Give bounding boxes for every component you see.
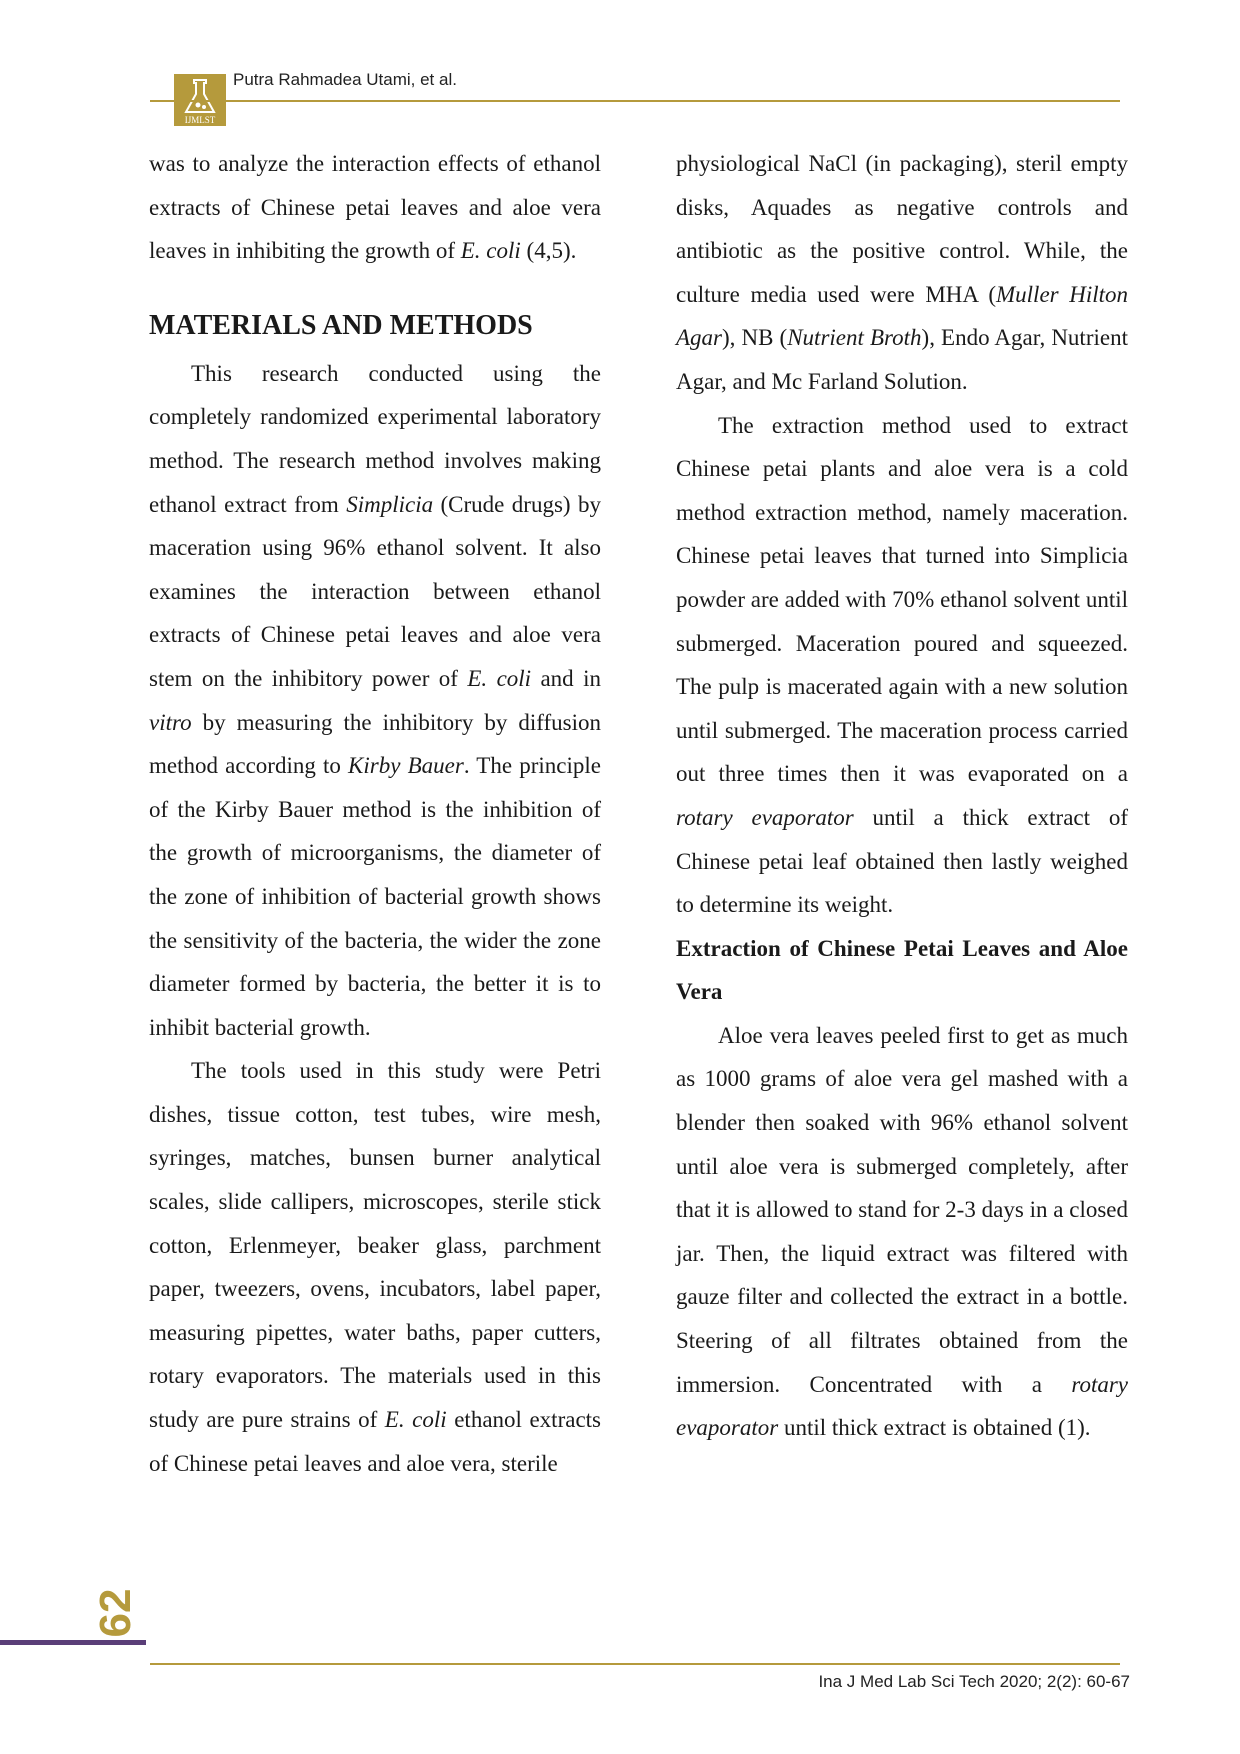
- right-column: [676, 142, 1128, 1450]
- left-column: [149, 142, 601, 1485]
- paragraph: This research conducted using the completely randomized experimental laboratory method. The research method involves making ethanol extract from Simplicia (Crude drugs) by maceration using 96% ethanol solvent. It also examines the interaction between ethanol extracts of Chinese petai leaves and aloe vera stem on the inhibitory power of E. coli and in vitro by measuring the inhibitory by diffusion method according to Kirby Bauer. The principle of the Kirby Bauer method is the inhibition of the growth of microorganisms, the diameter of the zone of inhibition of bacterial growth shows the sensitivity of the bacteria, the wider the zone diameter formed by bacteria, the better it is to inhibit bacterial growth.: [149, 360, 601, 1040]
- header-rule: [150, 100, 1120, 102]
- footer-rule: [150, 1663, 1120, 1665]
- paragraph: The tools used in this study were Petri dishes, tissue cotton, test tubes, wire mesh, syringes, matches, bunsen burner analytical scales, slide callipers, microscopes, sterile stick cotton, Erlenmeyer, beaker glass, parchment paper, tweezers, ovens, incubators, label paper, measuring pipettes, water baths, paper cutters, rotary evaporators. The materials used in this study are pure strains of E. coli ethanol extracts of Chinese petai leaves and aloe vera, sterile: [149, 1058, 601, 1476]
- subsection-heading: Extraction of Chinese Petai Leaves and Aloe Vera: [676, 935, 1128, 1005]
- page-number: 62: [91, 1588, 140, 1638]
- header-author: Putra Rahmadea Utami, et al.: [233, 70, 457, 89]
- section-heading: MATERIALS AND METHODS: [149, 309, 533, 341]
- footer-citation: Ina J Med Lab Sci Tech 2020; 2(2): 60-67: [818, 1672, 1130, 1691]
- svg-text:IJMLST: IJMLST: [184, 115, 216, 125]
- paragraph: physiological NaCl (in packaging), steril empty disks, Aquades as negative controls and antibiotic as the positive control. While, the culture media used were MHA (Muller Hilton Agar), NB (Nutrient Broth), Endo Agar, Nutrient Agar, and Mc Farland Solution.: [676, 151, 1128, 394]
- paragraph: was to analyze the interaction effects of ethanol extracts of Chinese petai leaves and aloe vera leaves in inhibiting the growth of E. coli (4,5).: [149, 151, 601, 264]
- paragraph: The extraction method used to extract Chinese petai plants and aloe vera is a cold method extraction method, namely maceration. Chinese petai leaves that turned into Simplicia powder are added with 70% ethanol solvent until submerged. Maceration poured and squeezed. The pulp is macerated again with a new solution until submerged. The maceration process carried out three times then it was evaporated on a rotary evaporator until a thick extract of Chinese petai leaf obtained then lastly weighed to determine its weight.: [676, 412, 1129, 918]
- paragraph: Aloe vera leaves peeled first to get as much as 1000 grams of aloe vera gel mashed with a blender then soaked with 96% ethanol solvent until aloe vera is submerged completely, after that it is allowed to stand for 2-3 days in a closed jar. Then, the liquid extract was filtered with gauze filter and collected the extract in a bottle. Steering of all filtrates obtained from the immersion. Concentrated with a rotary evaporator until thick extract is obtained (1).: [676, 1022, 1128, 1441]
- page-number-bar: [0, 1640, 146, 1645]
